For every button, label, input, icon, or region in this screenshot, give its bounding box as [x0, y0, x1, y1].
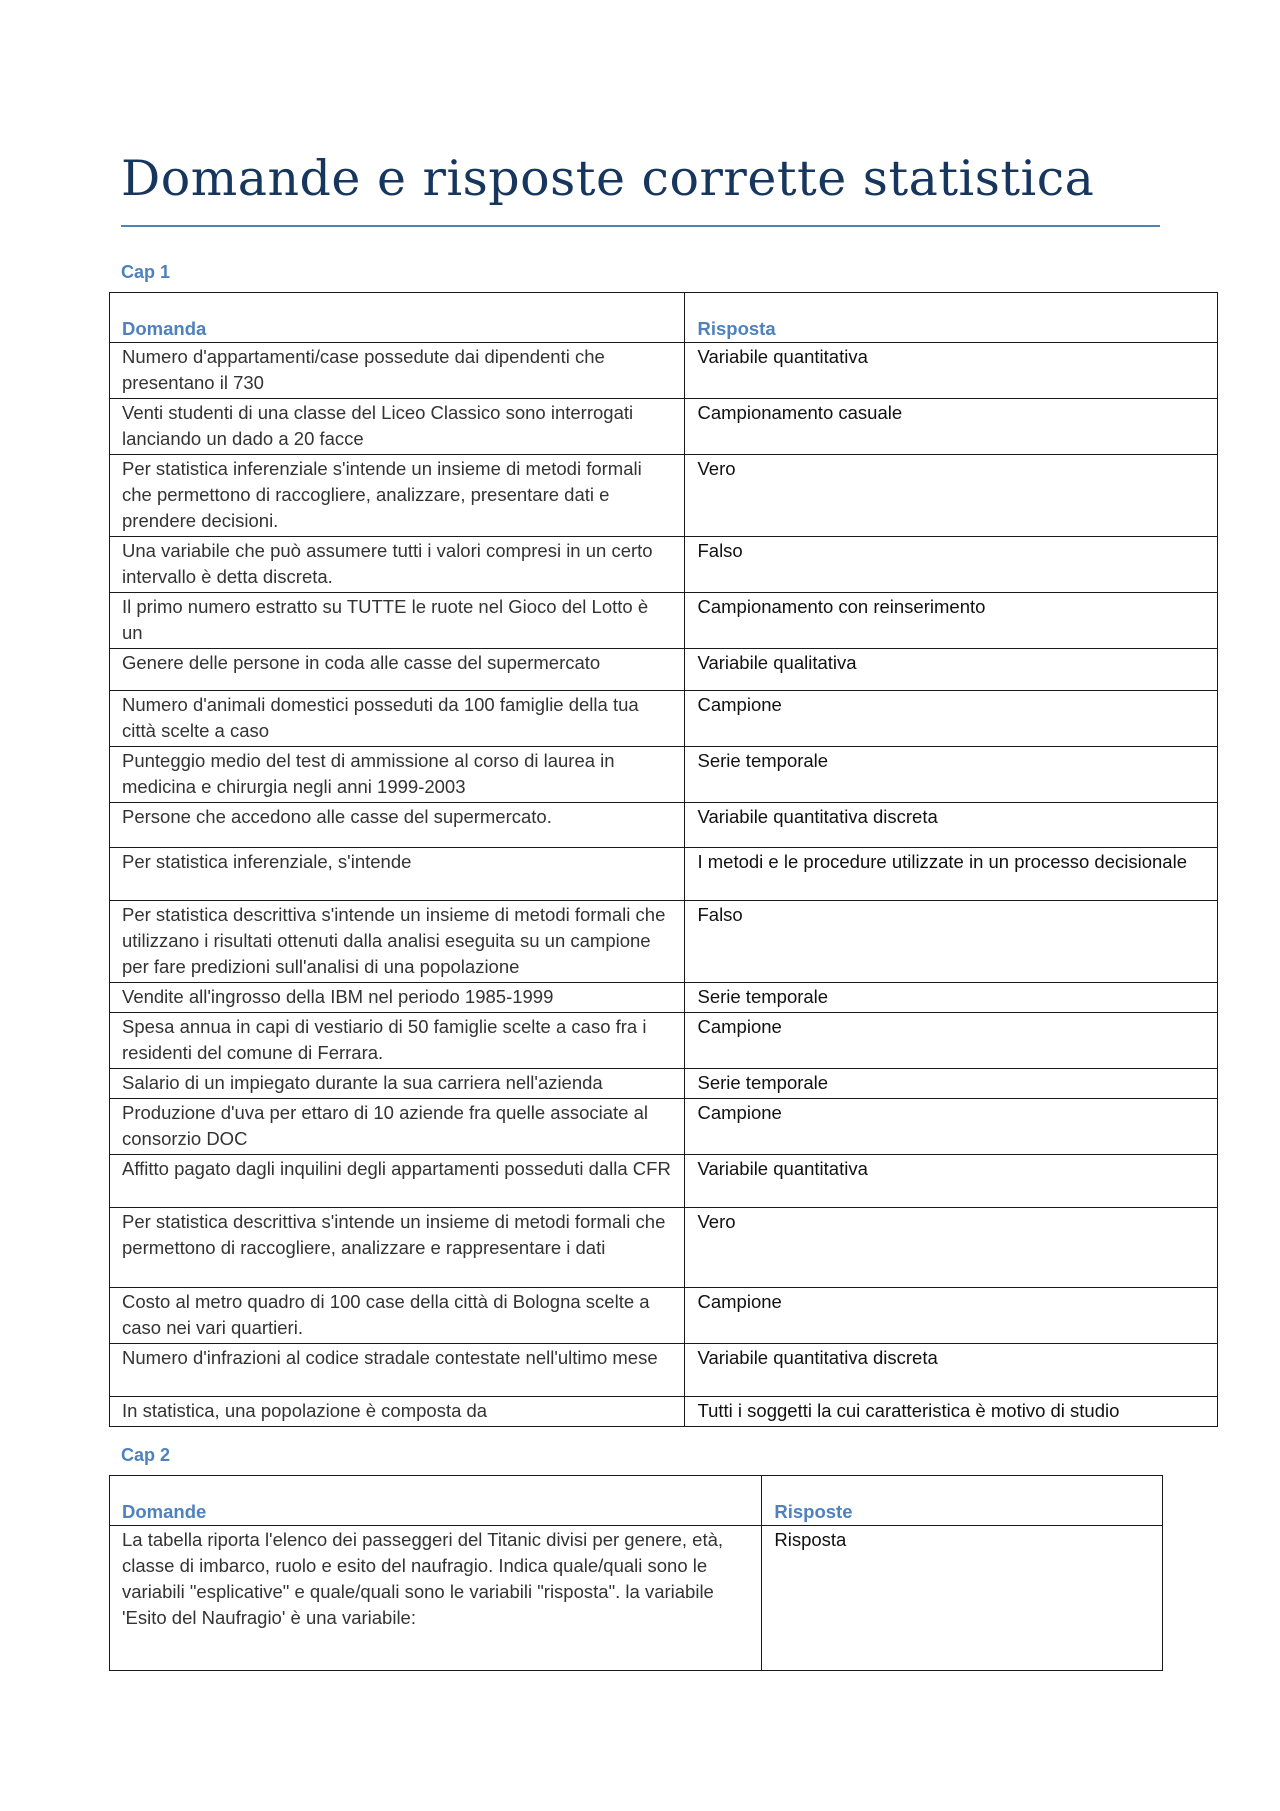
question-cell: In statistica, una popolazione è composta da — [110, 1397, 685, 1427]
table-row — [110, 593, 1218, 649]
answer-cell: Risposta — [762, 1526, 1163, 1671]
question-cell: Spesa annua in capi di vestiario di 50 famiglie scelte a caso fra i residenti del comune di Ferrara. — [110, 1013, 685, 1069]
table-row — [110, 1288, 1218, 1344]
table-row — [110, 1526, 1163, 1671]
table-row — [110, 1155, 1218, 1208]
question-cell: Numero d'infrazioni al codice stradale contestate nell'ultimo mese — [110, 1344, 685, 1397]
table-row — [110, 399, 1218, 455]
table-row — [110, 343, 1218, 399]
question-cell: Numero d'appartamenti/case possedute dai dipendenti che presentano il 730 — [110, 343, 685, 399]
question-cell: Una variabile che può assumere tutti i valori compresi in un certo intervallo è detta discreta. — [110, 537, 685, 593]
question-cell: Affitto pagato dagli inquilini degli appartamenti posseduti dalla CFR — [110, 1155, 685, 1208]
answer-cell: Campione — [685, 1013, 1218, 1069]
table-row — [110, 1013, 1218, 1069]
answer-cell: Tutti i soggetti la cui caratteristica è motivo di studio — [685, 1397, 1218, 1427]
question-cell: Per statistica inferenziale s'intende un insieme di metodi formali che permettono di raccogliere, analizzare, presentare dati e prendere decisioni. — [110, 455, 685, 537]
answer-cell: Serie temporale — [685, 1069, 1218, 1099]
qa-table-cap1 — [109, 292, 1218, 1427]
section-label-cap1: Cap 1 — [121, 262, 171, 282]
table-row — [110, 1069, 1218, 1099]
answer-cell: Variabile quantitativa — [685, 343, 1218, 399]
table-header-row — [110, 1476, 1163, 1526]
header-answer: Risposta — [685, 293, 1218, 343]
answer-cell: Vero — [685, 1208, 1218, 1288]
answer-cell: Campione — [685, 691, 1218, 747]
table-row — [110, 1344, 1218, 1397]
qa-table-cap2 — [109, 1475, 1163, 1671]
table-row — [110, 983, 1218, 1013]
table-header-row — [110, 293, 1218, 343]
table-row — [110, 537, 1218, 593]
answer-cell: Variabile quantitativa — [685, 1155, 1218, 1208]
header-question: Domande — [110, 1476, 762, 1526]
table-row — [110, 1208, 1218, 1288]
answer-cell: Falso — [685, 537, 1218, 593]
answer-cell: Campionamento casuale — [685, 399, 1218, 455]
answer-cell: Serie temporale — [685, 983, 1218, 1013]
question-cell: Per statistica descrittiva s'intende un insieme di metodi formali che permettono di raccogliere, analizzare e rappresentare i dati — [110, 1208, 685, 1288]
question-cell: Costo al metro quadro di 100 case della città di Bologna scelte a caso nei vari quartieri. — [110, 1288, 685, 1344]
answer-cell: Variabile quantitativa discreta — [685, 1344, 1218, 1397]
table-row — [110, 848, 1218, 901]
question-cell: Punteggio medio del test di ammissione al corso di laurea in medicina e chirurgia negli anni 1999-2003 — [110, 747, 685, 803]
table-row — [110, 649, 1218, 691]
section-label-cap2: Cap 2 — [121, 1445, 171, 1465]
table-row — [110, 1397, 1218, 1427]
question-cell: Per statistica descrittiva s'intende un insieme di metodi formali che utilizzano i risultati ottenuti dalla analisi eseguita su un campione per fare predizioni sull'analisi di una popolazione — [110, 901, 685, 983]
question-cell: La tabella riporta l'elenco dei passeggeri del Titanic divisi per genere, età, classe di imbarco, ruolo e esito del naufragio. Indica quale/quali sono le variabili "esplicative" e quale/quali sono le variabili "risposta". la variabile 'Esito del Naufragio' è una variabile: — [110, 1526, 762, 1671]
question-cell: Per statistica inferenziale, s'intende — [110, 848, 685, 901]
answer-cell: Falso — [685, 901, 1218, 983]
question-cell: Persone che accedono alle casse del supermercato. — [110, 803, 685, 848]
question-cell: Salario di un impiegato durante la sua carriera nell'azienda — [110, 1069, 685, 1099]
answer-cell: Serie temporale — [685, 747, 1218, 803]
table-row — [110, 803, 1218, 848]
table-row — [110, 747, 1218, 803]
table-row — [110, 1099, 1218, 1155]
question-cell: Genere delle persone in coda alle casse del supermercato — [110, 649, 685, 691]
answer-cell: I metodi e le procedure utilizzate in un processo decisionale — [685, 848, 1218, 901]
page-title: Domande e risposte corrette statistica — [121, 150, 1095, 207]
question-cell: Il primo numero estratto su TUTTE le ruote nel Gioco del Lotto è un — [110, 593, 685, 649]
title-underline — [121, 225, 1160, 227]
question-cell: Vendite all'ingrosso della IBM nel periodo 1985-1999 — [110, 983, 685, 1013]
question-cell: Venti studenti di una classe del Liceo Classico sono interrogati lanciando un dado a 20 facce — [110, 399, 685, 455]
header-answer: Risposte — [762, 1476, 1163, 1526]
answer-cell: Variabile qualitativa — [685, 649, 1218, 691]
question-cell: Produzione d'uva per ettaro di 10 aziende fra quelle associate al consorzio DOC — [110, 1099, 685, 1155]
answer-cell: Campione — [685, 1099, 1218, 1155]
answer-cell: Campionamento con reinserimento — [685, 593, 1218, 649]
answer-cell: Campione — [685, 1288, 1218, 1344]
question-cell: Numero d'animali domestici posseduti da 100 famiglie della tua città scelte a caso — [110, 691, 685, 747]
table-row — [110, 691, 1218, 747]
table-row — [110, 901, 1218, 983]
answer-cell: Variabile quantitativa discreta — [685, 803, 1218, 848]
table-row — [110, 455, 1218, 537]
answer-cell: Vero — [685, 455, 1218, 537]
header-question: Domanda — [110, 293, 685, 343]
